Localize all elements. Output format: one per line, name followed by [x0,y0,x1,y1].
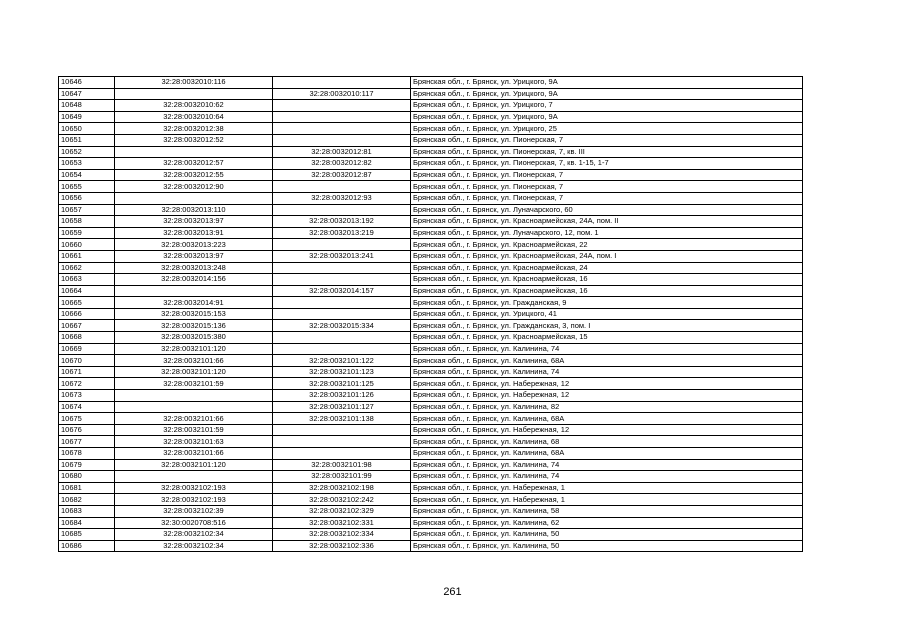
row-number-cell: 10686 [59,540,115,552]
land-cadastral-number-cell: 32:28:0032102:193 [115,482,273,494]
table-row [59,308,803,320]
land-cadastral-number-cell: 32:28:0032102:193 [115,494,273,506]
address-cell: Брянская обл., г. Брянск, ул. Набережная, 12 [411,390,803,402]
land-cadastral-number-cell: 32:28:0032102:34 [115,540,273,552]
address-cell: Брянская обл., г. Брянск, ул. Калинина, 58 [411,505,803,517]
address-cell: Брянская обл., г. Брянск, ул. Калинина, 50 [411,529,803,541]
table-row [59,505,803,517]
row-number-cell: 10661 [59,250,115,262]
land-cadastral-number-cell [115,390,273,402]
building-cadastral-number-cell: 32:28:0032013:192 [273,216,411,228]
land-cadastral-number-cell: 32:28:0032101:59 [115,424,273,436]
address-cell: Брянская обл., г. Брянск, ул. Пионерская, 7 [411,192,803,204]
table-row [59,216,803,228]
cadastral-table [58,76,803,552]
address-cell: Брянская обл., г. Брянск, ул. Пионерская, 7 [411,181,803,193]
row-number-cell: 10666 [59,308,115,320]
row-number-cell: 10673 [59,390,115,402]
row-number-cell: 10681 [59,482,115,494]
table-row [59,262,803,274]
row-number-cell: 10657 [59,204,115,216]
row-number-cell: 10665 [59,297,115,309]
address-cell: Брянская обл., г. Брянск, ул. Луначарского, 60 [411,204,803,216]
table-row [59,320,803,332]
table-row [59,471,803,483]
address-cell: Брянская обл., г. Брянск, ул. Пионерская, 7 [411,169,803,181]
land-cadastral-number-cell: 32:28:0032013:97 [115,250,273,262]
table-row [59,169,803,181]
address-cell: Брянская обл., г. Брянск, ул. Калинина, 50 [411,540,803,552]
land-cadastral-number-cell [115,88,273,100]
building-cadastral-number-cell [273,111,411,123]
land-cadastral-number-cell: 32:28:0032101:66 [115,413,273,425]
row-number-cell: 10648 [59,100,115,112]
building-cadastral-number-cell: 32:28:0032102:198 [273,482,411,494]
table-row [59,77,803,89]
table-row [59,517,803,529]
land-cadastral-number-cell: 32:28:0032013:97 [115,216,273,228]
address-cell: Брянская обл., г. Брянск, ул. Калинина, 62 [411,517,803,529]
building-cadastral-number-cell: 32:28:0032102:329 [273,505,411,517]
address-cell: Брянская обл., г. Брянск, ул. Калинина, 74 [411,343,803,355]
row-number-cell: 10647 [59,88,115,100]
land-cadastral-number-cell: 32:28:0032012:52 [115,134,273,146]
row-number-cell: 10674 [59,401,115,413]
land-cadastral-number-cell: 32:28:0032102:39 [115,505,273,517]
building-cadastral-number-cell [273,343,411,355]
row-number-cell: 10677 [59,436,115,448]
address-cell: Брянская обл., г. Брянск, ул. Луначарского, 12, пом. 1 [411,227,803,239]
address-cell: Брянская обл., г. Брянск, ул. Урицкого, 9А [411,77,803,89]
land-cadastral-number-cell [115,285,273,297]
address-cell: Брянская обл., г. Брянск, ул. Красноармейская, 16 [411,274,803,286]
land-cadastral-number-cell: 32:28:0032014:91 [115,297,273,309]
table-row [59,250,803,262]
row-number-cell: 10683 [59,505,115,517]
row-number-cell: 10651 [59,134,115,146]
land-cadastral-number-cell: 32:28:0032013:248 [115,262,273,274]
page-number: 261 [443,586,462,598]
table-row [59,494,803,506]
table-row [59,239,803,251]
row-number-cell: 10646 [59,77,115,89]
row-number-cell: 10670 [59,355,115,367]
land-cadastral-number-cell: 32:28:0032101:59 [115,378,273,390]
row-number-cell: 10675 [59,413,115,425]
land-cadastral-number-cell: 32:28:0032012:38 [115,123,273,135]
row-number-cell: 10667 [59,320,115,332]
address-cell: Брянская обл., г. Брянск, ул. Гражданская, 9 [411,297,803,309]
land-cadastral-number-cell: 32:28:0032101:120 [115,343,273,355]
table-row [59,285,803,297]
building-cadastral-number-cell [273,181,411,193]
building-cadastral-number-cell: 32:28:0032101:125 [273,378,411,390]
land-cadastral-number-cell: 32:28:0032102:34 [115,529,273,541]
address-cell: Брянская обл., г. Брянск, ул. Калинина, 82 [411,401,803,413]
table-row [59,436,803,448]
land-cadastral-number-cell: 32:28:0032013:223 [115,239,273,251]
land-cadastral-number-cell [115,471,273,483]
land-cadastral-number-cell: 32:28:0032010:116 [115,77,273,89]
row-number-cell: 10679 [59,459,115,471]
address-cell: Брянская обл., г. Брянск, ул. Набережная, 12 [411,424,803,436]
building-cadastral-number-cell: 32:28:0032101:138 [273,413,411,425]
building-cadastral-number-cell: 32:28:0032102:331 [273,517,411,529]
address-cell: Брянская обл., г. Брянск, ул. Калинина, 68 [411,436,803,448]
row-number-cell: 10685 [59,529,115,541]
building-cadastral-number-cell: 32:28:0032010:117 [273,88,411,100]
row-number-cell: 10680 [59,471,115,483]
address-cell: Брянская обл., г. Брянск, ул. Урицкого, 9А [411,111,803,123]
land-cadastral-number-cell: 32:28:0032015:136 [115,320,273,332]
building-cadastral-number-cell [273,204,411,216]
land-cadastral-number-cell: 32:28:0032013:91 [115,227,273,239]
row-number-cell: 10656 [59,192,115,204]
row-number-cell: 10682 [59,494,115,506]
land-cadastral-number-cell [115,401,273,413]
building-cadastral-number-cell [273,262,411,274]
row-number-cell: 10663 [59,274,115,286]
land-cadastral-number-cell: 32:28:0032101:63 [115,436,273,448]
building-cadastral-number-cell [273,123,411,135]
address-cell: Брянская обл., г. Брянск, ул. Пионерская, 7 [411,134,803,146]
land-cadastral-number-cell: 32:28:0032101:66 [115,355,273,367]
building-cadastral-number-cell: 32:28:0032012:87 [273,169,411,181]
address-cell: Брянская обл., г. Брянск, ул. Набережная, 12 [411,378,803,390]
address-cell: Брянская обл., г. Брянск, ул. Набережная, 1 [411,494,803,506]
land-cadastral-number-cell: 32:28:0032101:120 [115,366,273,378]
building-cadastral-number-cell: 32:28:0032101:122 [273,355,411,367]
row-number-cell: 10654 [59,169,115,181]
address-cell: Брянская обл., г. Брянск, ул. Урицкого, 7 [411,100,803,112]
table-row [59,297,803,309]
address-cell: Брянская обл., г. Брянск, ул. Красноармейская, 24 [411,262,803,274]
address-cell: Брянская обл., г. Брянск, ул. Красноармейская, 22 [411,239,803,251]
building-cadastral-number-cell [273,448,411,460]
address-cell: Брянская обл., г. Брянск, ул. Урицкого, 25 [411,123,803,135]
address-cell: Брянская обл., г. Брянск, ул. Урицкого, 9А [411,88,803,100]
address-cell: Брянская обл., г. Брянск, ул. Калинина, 74 [411,459,803,471]
row-number-cell: 10671 [59,366,115,378]
table-row [59,482,803,494]
building-cadastral-number-cell: 32:28:0032101:99 [273,471,411,483]
building-cadastral-number-cell [273,134,411,146]
row-number-cell: 10659 [59,227,115,239]
table-row [59,401,803,413]
table-row [59,146,803,158]
table-row [59,158,803,170]
row-number-cell: 10649 [59,111,115,123]
building-cadastral-number-cell: 32:28:0032012:93 [273,192,411,204]
row-number-cell: 10669 [59,343,115,355]
row-number-cell: 10678 [59,448,115,460]
table-row [59,540,803,552]
table-row [59,413,803,425]
table-row [59,274,803,286]
table-row [59,204,803,216]
table-row [59,390,803,402]
building-cadastral-number-cell [273,308,411,320]
building-cadastral-number-cell: 32:28:0032102:334 [273,529,411,541]
row-number-cell: 10658 [59,216,115,228]
building-cadastral-number-cell: 32:28:0032014:157 [273,285,411,297]
row-number-cell: 10672 [59,378,115,390]
address-cell: Брянская обл., г. Брянск, ул. Набережная, 1 [411,482,803,494]
table-row [59,332,803,344]
table-row [59,459,803,471]
address-cell: Брянская обл., г. Брянск, ул. Калинина, 74 [411,471,803,483]
table-row [59,134,803,146]
building-cadastral-number-cell: 32:28:0032101:98 [273,459,411,471]
row-number-cell: 10655 [59,181,115,193]
table-row [59,227,803,239]
address-cell: Брянская обл., г. Брянск, ул. Пионерская, 7, кв. III [411,146,803,158]
land-cadastral-number-cell: 32:28:0032101:120 [115,459,273,471]
land-cadastral-number-cell [115,146,273,158]
land-cadastral-number-cell [115,192,273,204]
row-number-cell: 10664 [59,285,115,297]
building-cadastral-number-cell [273,274,411,286]
building-cadastral-number-cell: 32:28:0032013:241 [273,250,411,262]
building-cadastral-number-cell: 32:28:0032013:219 [273,227,411,239]
table-row [59,366,803,378]
address-cell: Брянская обл., г. Брянск, ул. Красноармейская, 24А, пом. II [411,216,803,228]
land-cadastral-number-cell: 32:28:0032015:380 [115,332,273,344]
land-cadastral-number-cell: 32:28:0032013:110 [115,204,273,216]
address-cell: Брянская обл., г. Брянск, ул. Урицкого, 41 [411,308,803,320]
building-cadastral-number-cell [273,100,411,112]
row-number-cell: 10684 [59,517,115,529]
building-cadastral-number-cell [273,424,411,436]
land-cadastral-number-cell: 32:28:0032010:62 [115,100,273,112]
land-cadastral-number-cell: 32:28:0032010:64 [115,111,273,123]
table-row [59,100,803,112]
row-number-cell: 10676 [59,424,115,436]
land-cadastral-number-cell: 32:28:0032012:57 [115,158,273,170]
building-cadastral-number-cell: 32:28:0032102:242 [273,494,411,506]
land-cadastral-number-cell: 32:28:0032015:153 [115,308,273,320]
building-cadastral-number-cell: 32:28:0032101:127 [273,401,411,413]
building-cadastral-number-cell: 32:28:0032101:123 [273,366,411,378]
row-number-cell: 10662 [59,262,115,274]
address-cell: Брянская обл., г. Брянск, ул. Калинина, 68А [411,413,803,425]
row-number-cell: 10652 [59,146,115,158]
building-cadastral-number-cell: 32:28:0032101:126 [273,390,411,402]
row-number-cell: 10650 [59,123,115,135]
table-row [59,378,803,390]
address-cell: Брянская обл., г. Брянск, ул. Пионерская, 7, кв. 1-15, 1-7 [411,158,803,170]
table-row [59,448,803,460]
land-cadastral-number-cell: 32:28:0032101:66 [115,448,273,460]
building-cadastral-number-cell [273,297,411,309]
address-cell: Брянская обл., г. Брянск, ул. Калинина, 74 [411,366,803,378]
land-cadastral-number-cell: 32:28:0032012:90 [115,181,273,193]
address-cell: Брянская обл., г. Брянск, ул. Гражданская, 3, пом. I [411,320,803,332]
address-cell: Брянская обл., г. Брянск, ул. Красноармейская, 16 [411,285,803,297]
address-cell: Брянская обл., г. Брянск, ул. Калинина, 68А [411,355,803,367]
table-row [59,343,803,355]
address-cell: Брянская обл., г. Брянск, ул. Красноармейская, 15 [411,332,803,344]
row-number-cell: 10653 [59,158,115,170]
table-row [59,181,803,193]
table-row [59,111,803,123]
row-number-cell: 10660 [59,239,115,251]
table-row [59,424,803,436]
building-cadastral-number-cell [273,77,411,89]
building-cadastral-number-cell: 32:28:0032012:82 [273,158,411,170]
land-cadastral-number-cell: 32:28:0032012:55 [115,169,273,181]
address-cell: Брянская обл., г. Брянск, ул. Калинина, 68А [411,448,803,460]
table-row [59,529,803,541]
building-cadastral-number-cell [273,332,411,344]
building-cadastral-number-cell [273,436,411,448]
building-cadastral-number-cell: 32:28:0032015:334 [273,320,411,332]
land-cadastral-number-cell: 32:30:0020708:516 [115,517,273,529]
row-number-cell: 10668 [59,332,115,344]
building-cadastral-number-cell: 32:28:0032012:81 [273,146,411,158]
table-row [59,355,803,367]
table-row [59,123,803,135]
building-cadastral-number-cell [273,239,411,251]
building-cadastral-number-cell: 32:28:0032102:336 [273,540,411,552]
land-cadastral-number-cell: 32:28:0032014:156 [115,274,273,286]
table-row [59,88,803,100]
table-row [59,192,803,204]
table-body [59,77,803,552]
address-cell: Брянская обл., г. Брянск, ул. Красноармейская, 24А, пом. I [411,250,803,262]
